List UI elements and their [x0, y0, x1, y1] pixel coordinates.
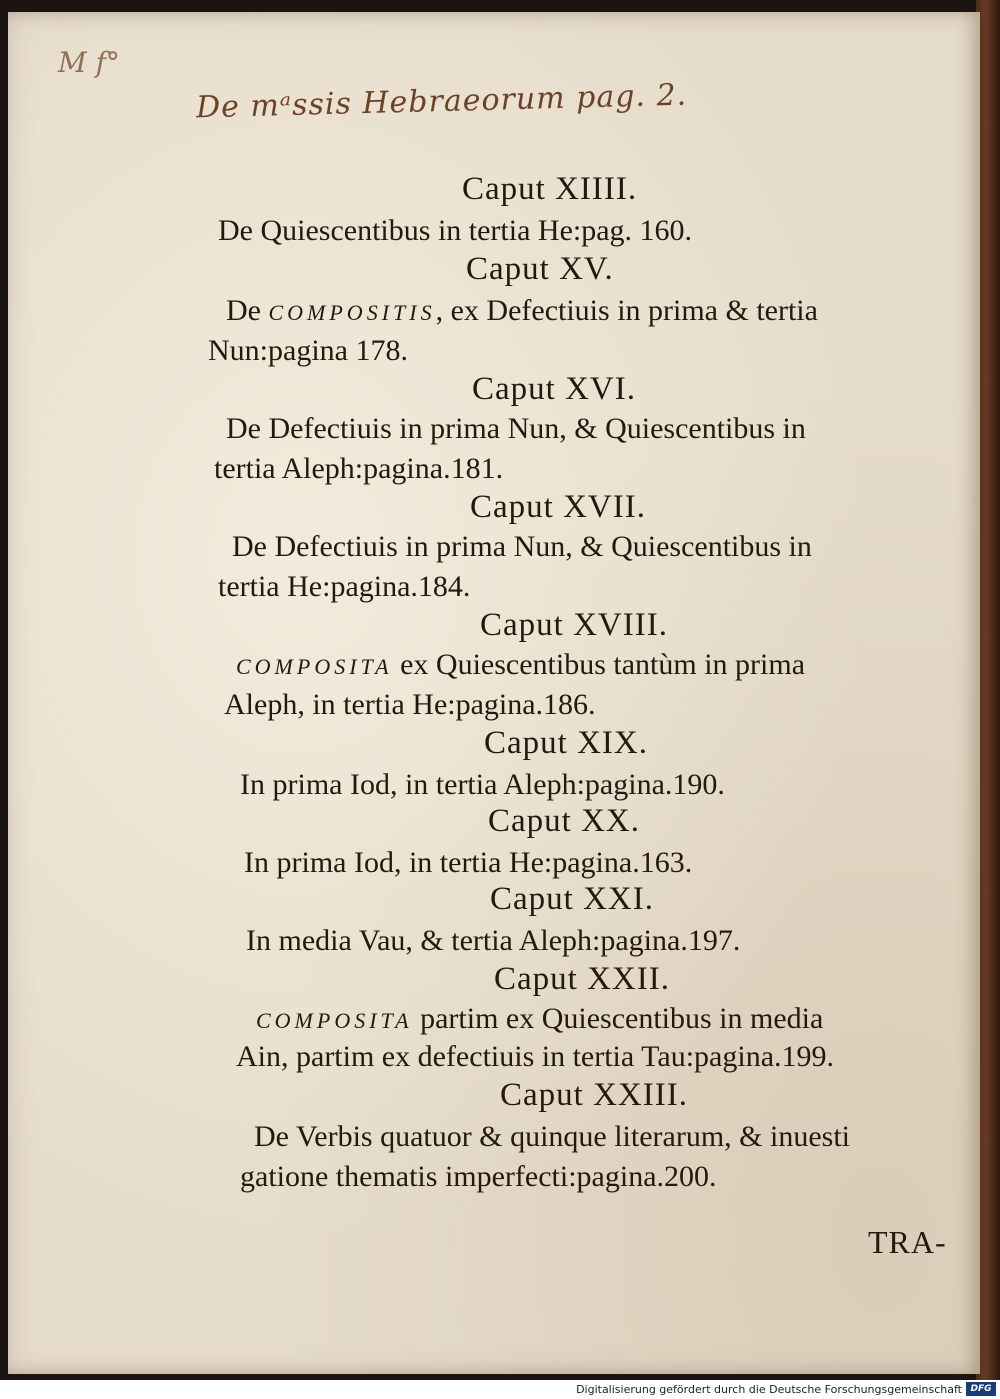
toc-line: In media Vau, & tertia Aleph:pagina.197. — [246, 924, 741, 957]
toc-line: Caput XIIII. — [462, 171, 638, 207]
toc-line: Caput XV. — [466, 251, 614, 287]
small-caps-word: COMPOSITIS — [268, 300, 436, 325]
toc-line: Caput XXI. — [490, 881, 654, 917]
catchword: TRA- — [868, 1224, 947, 1260]
toc-line: De Verbis quatuor & quinque literarum, & inuesti — [254, 1120, 851, 1153]
table-of-contents — [0, 160, 1000, 1260]
toc-line: Caput XX. — [488, 803, 640, 839]
toc-line: Ain, partim ex defectiuis in tertia Tau:pagina.199. — [236, 1040, 835, 1073]
toc-line: De Defectiuis in prima Nun, & Quiescentibus in — [232, 530, 812, 563]
toc-line: Caput XVII. — [470, 489, 646, 525]
toc-line: Caput XVIII. — [480, 607, 668, 643]
toc-line: Caput XXII. — [494, 961, 670, 997]
footer-bar — [0, 1380, 1000, 1399]
digitization-credit: Digitalisierung gefördert durch die Deutsche Forschungsgemeinschaft — [576, 1383, 962, 1396]
toc-line: COMPOSITA partim ex Quiescentibus in media — [256, 1002, 824, 1035]
toc-line: De Quiescentibus in tertia He:pag. 160. — [218, 214, 693, 247]
small-caps-word: COMPOSITA — [236, 654, 393, 679]
toc-line: De COMPOSITIS, ex Defectiuis in prima & tertia — [226, 294, 818, 327]
toc-line: Caput XVI. — [472, 371, 636, 407]
toc-line: Caput XXIII. — [500, 1077, 688, 1113]
toc-line: gatione thematis imperfecti:pagina.200. — [240, 1160, 717, 1193]
toc-line: Nun:pagina 178. — [208, 334, 408, 367]
handwritten-note: De mᵃssis Hebraeorum pag. 2. — [195, 77, 688, 126]
toc-line: Caput XIX. — [484, 725, 648, 761]
toc-line: Aleph, in tertia He:pagina.186. — [224, 688, 596, 721]
toc-line: tertia He:pagina.184. — [218, 570, 471, 603]
toc-line: tertia Aleph:pagina.181. — [214, 452, 504, 485]
toc-line: De Defectiuis in prima Nun, & Quiescentibus in — [226, 412, 806, 445]
dfg-logo: DFG — [966, 1382, 996, 1396]
handwritten-shelf-mark: M f° — [58, 46, 120, 79]
toc-line: In prima Iod, in tertia He:pagina.163. — [244, 846, 693, 879]
small-caps-word: COMPOSITA — [256, 1008, 413, 1033]
toc-line: In prima Iod, in tertia Aleph:pagina.190. — [240, 768, 725, 801]
toc-line: COMPOSITA ex Quiescentibus tantùm in prima — [236, 648, 806, 681]
